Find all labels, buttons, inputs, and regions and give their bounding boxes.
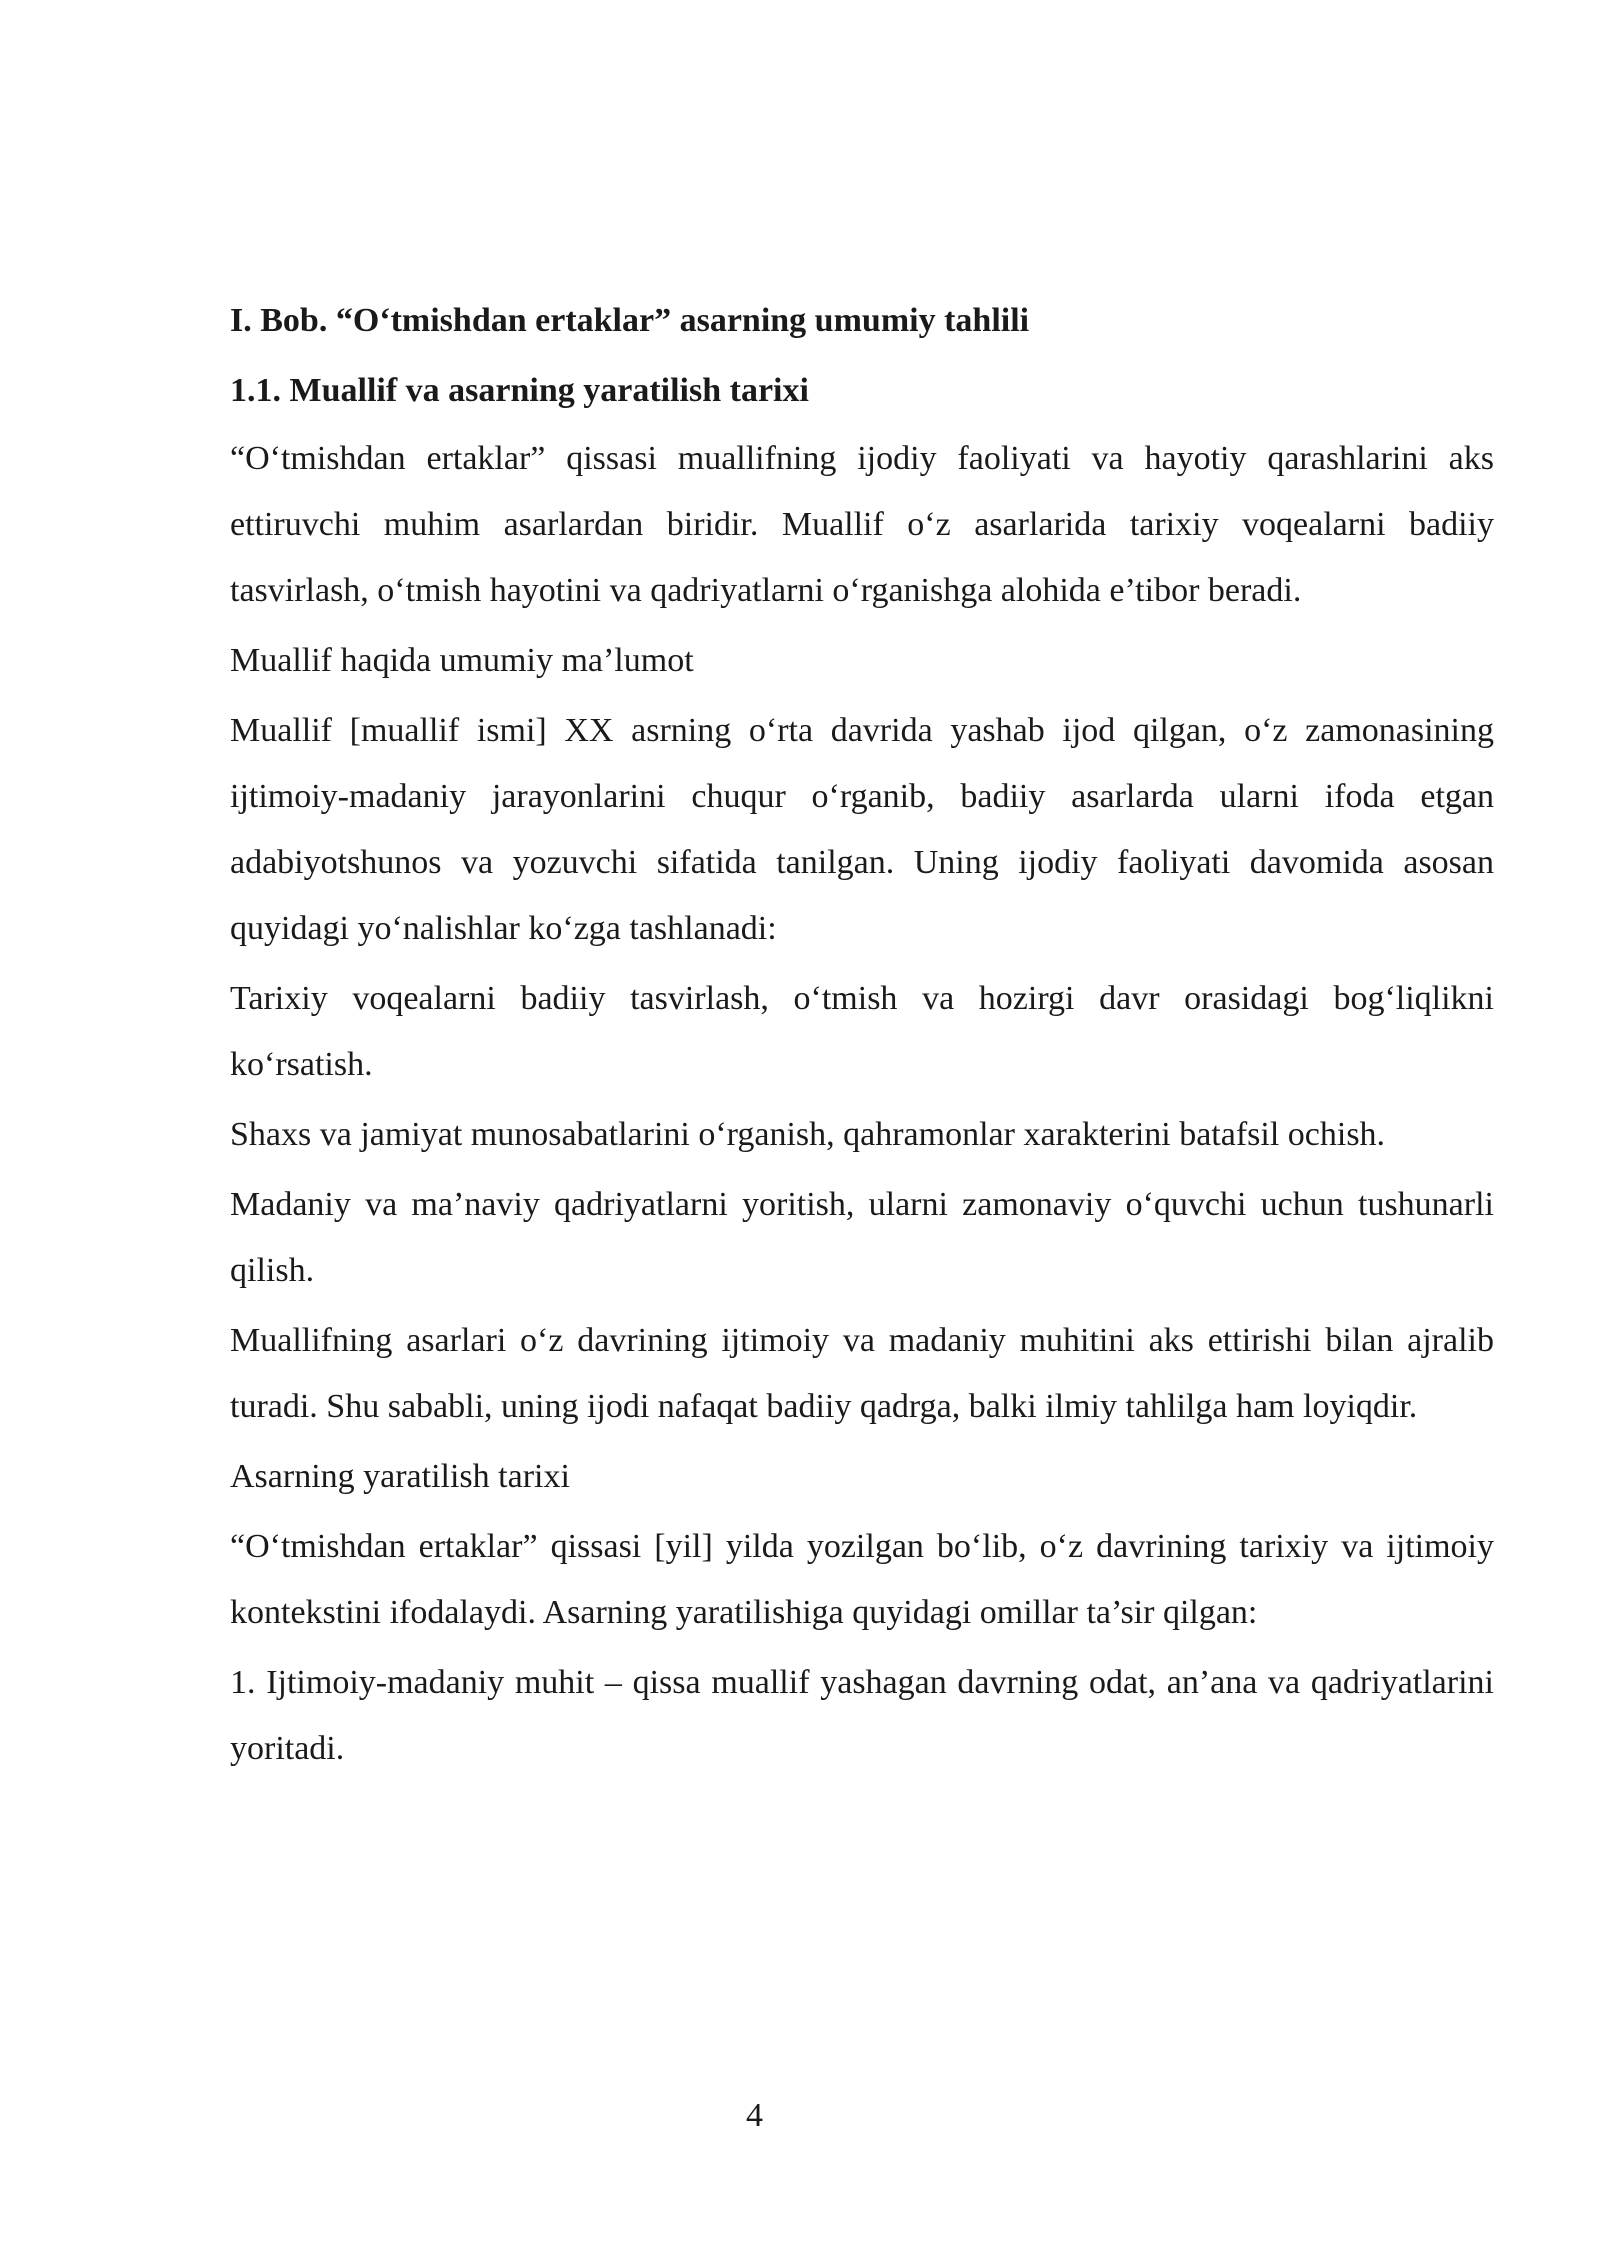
paragraph-works-summary: Muallifning asarlari o‘z davrining ijtimoiy va madaniy muhitini aks ettirishi bilan ajralib turadi. Shu sababli, uning ijodi nafaqat badiiy qadrga, balki ilmiy tahlilga ham loyiqdir.: [230, 1322, 1494, 1425]
paragraph-creation: “O‘tmishdan ertaklar” qissasi [yil] yilda yozilgan bo‘lib, o‘z davrining tarixiy va ijtimoiy kontekstini ifodalaydi. Asarning yaratilishiga quyidagi omillar ta’sir qilgan:: [230, 1528, 1494, 1631]
subheading-creation-history: Asarning yaratilish tarixi: [230, 1458, 570, 1495]
paragraph-direction-3: Madaniy va ma’naviy qadriyatlarni yoritish, ularni zamonaviy o‘quvchi uchun tushunarli qilish.: [230, 1186, 1494, 1289]
paragraph-author-bio: Muallif [muallif ismi] XX asrning o‘rta davrida yashab ijod qilgan, o‘z zamonasining ijtimoiy-madaniy jarayonlarini chuqur o‘rganib, badiiy asarlarda ularni ifoda etgan adabiyotshunos va yozuvchi sifatida tanilgan. Uning ijodiy faoliyati davomida asosan quyidagi yo‘nalishlar ko‘zga tashlanadi:: [230, 712, 1494, 947]
paragraph-direction-1: Tarixiy voqealarni badiiy tasvirlash, o‘tmish va hozirgi davr orasidagi bog‘liqlikni ko‘rsatish.: [230, 980, 1494, 1083]
chapter-title: I. Bob. “O‘tmishdan ertaklar” asarning umumiy tahlili: [230, 302, 1030, 339]
section-title: 1.1. Muallif va asarning yaratilish tarixi: [230, 372, 809, 409]
paragraph-intro: “O‘tmishdan ertaklar” qissasi muallifning ijodiy faoliyati va hayotiy qarashlarini aks ettiruvchi muhim asarlardan biridir. Muallif o‘z asarlarida tarixiy voqealarni badiiy tasvirlash, o‘tmish hayotini va qadriyatlarni o‘rganishga alohida e’tibor beradi.: [230, 440, 1494, 609]
subheading-author-info: Muallif haqida umumiy ma’lumot: [230, 642, 694, 679]
page-number: 4: [746, 2097, 763, 2134]
paragraph-factor-1: 1. Ijtimoiy-madaniy muhit – qissa muallif yashagan davrning odat, an’ana va qadriyatlarini yoritadi.: [230, 1664, 1494, 1767]
page-body: [230, 288, 1494, 1786]
paragraph-direction-2: Shaxs va jamiyat munosabatlarini o‘rganish, qahramonlar xarakterini batafsil ochish.: [230, 1116, 1386, 1153]
